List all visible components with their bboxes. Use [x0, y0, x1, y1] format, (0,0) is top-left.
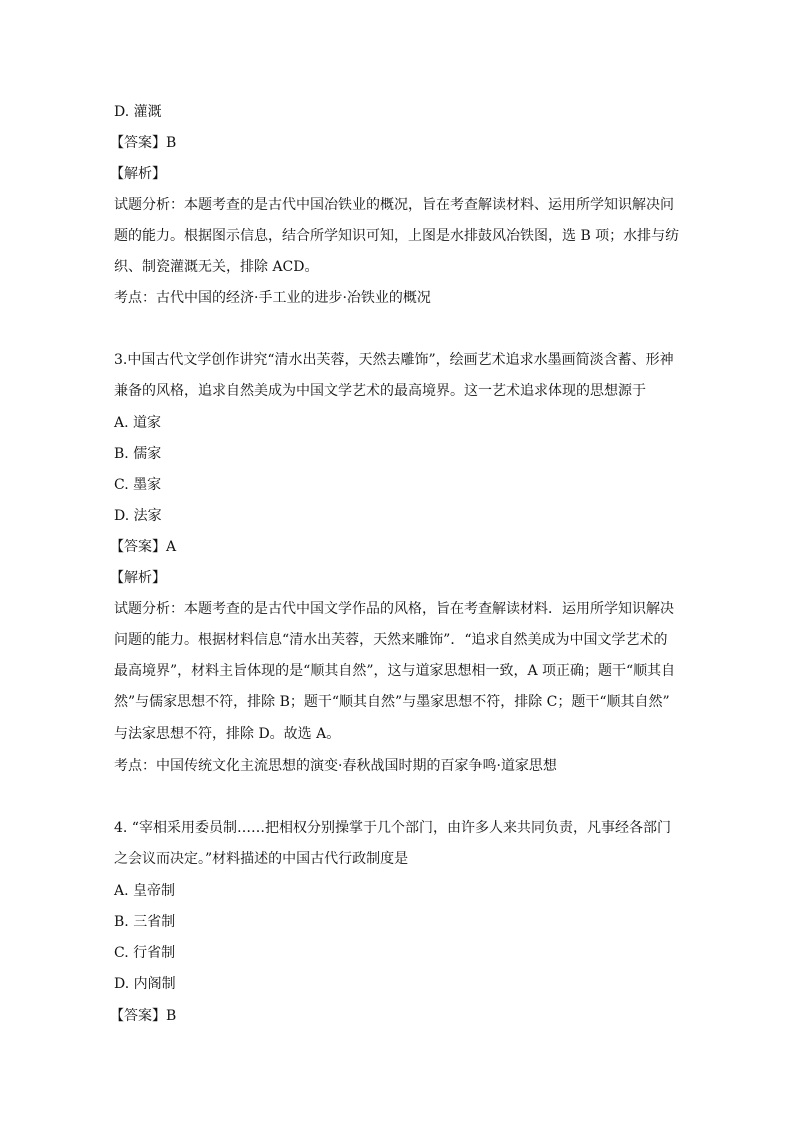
- q3-analysis-line: 试题分析：本题考查的是古代中国文学作品的风格，旨在考查解读材料．运用所学知识解决: [114, 601, 674, 617]
- q2-point: 考点：古代中国的经济·手工业的进步·冶铁业的概况: [114, 290, 431, 306]
- q3-option-a: A. 道家: [114, 415, 162, 431]
- q3-analysis-label: 【解析】: [110, 570, 166, 586]
- q4-option-a: A. 皇帝制: [114, 883, 176, 899]
- q3-option-c: C. 墨家: [114, 477, 162, 493]
- q3-option-b: B. 儒家: [114, 446, 162, 462]
- q2-analysis-line: 试题分析：本题考查的是古代中国冶铁业的概况，旨在考查解读材料、运用所学知识解决问: [114, 197, 674, 213]
- q3-option-d: D. 法家: [114, 508, 162, 524]
- q2-analysis-label: 【解析】: [110, 166, 166, 182]
- q4-option-d: D. 内阁制: [114, 976, 176, 992]
- q2-answer: 【答案】B: [110, 135, 177, 151]
- q2-option-d: D. 灌溉: [114, 104, 162, 120]
- q4-option-b: B. 三省制: [114, 914, 176, 930]
- q4-option-c: C. 行省制: [114, 945, 176, 961]
- q3-answer: 【答案】A: [110, 539, 177, 555]
- q3-analysis-line: 然”与儒家思想不符，排除 B；题干“顺其自然”与墨家思想不符，排除 C；题干“顺其自然”: [114, 694, 670, 710]
- q3-analysis-line: 问题的能力。根据材料信息“清水出芙蓉，天然来雕饰”．“追求自然美成为中国文学艺术的: [114, 632, 668, 648]
- q3-stem-line: 3.中国古代文学创作讲究“清水出芙蓉，天然去雕饰”，绘画艺术追求水墨画简淡含蓄、形神: [114, 352, 674, 368]
- q4-stem-line: 之会议而决定。”材料描述的中国古代行政制度是: [114, 851, 409, 867]
- q3-point: 考点：中国传统文化主流思想的演变·春秋战国时期的百家争鸣·道家思想: [114, 758, 557, 774]
- q3-analysis-line: 与法家思想不符，排除 D。故选 A。: [114, 726, 341, 742]
- q2-analysis-line: 织、制瓷灌溉无关，排除 ACD。: [114, 259, 319, 275]
- q4-stem-line: 4. “宰相采用委员制……把相权分别操掌于几个部门，由许多人来共同负责，凡事经各部门: [114, 820, 671, 836]
- q2-analysis-line: 题的能力。根据图示信息，结合所学知识可知，上图是水排鼓风冶铁图，选 B 项；水排与纺: [114, 228, 680, 244]
- q4-answer: 【答案】B: [110, 1008, 177, 1024]
- q3-analysis-line: 最高境界”，材料主旨体现的是“顺其自然”，这与道家思想相一致，A 项正确；题干“顺其自: [114, 663, 676, 679]
- q3-stem-line: 兼备的风格，追求自然美成为中国文学艺术的最高境界。这一艺术追求体现的思想源于: [114, 383, 646, 399]
